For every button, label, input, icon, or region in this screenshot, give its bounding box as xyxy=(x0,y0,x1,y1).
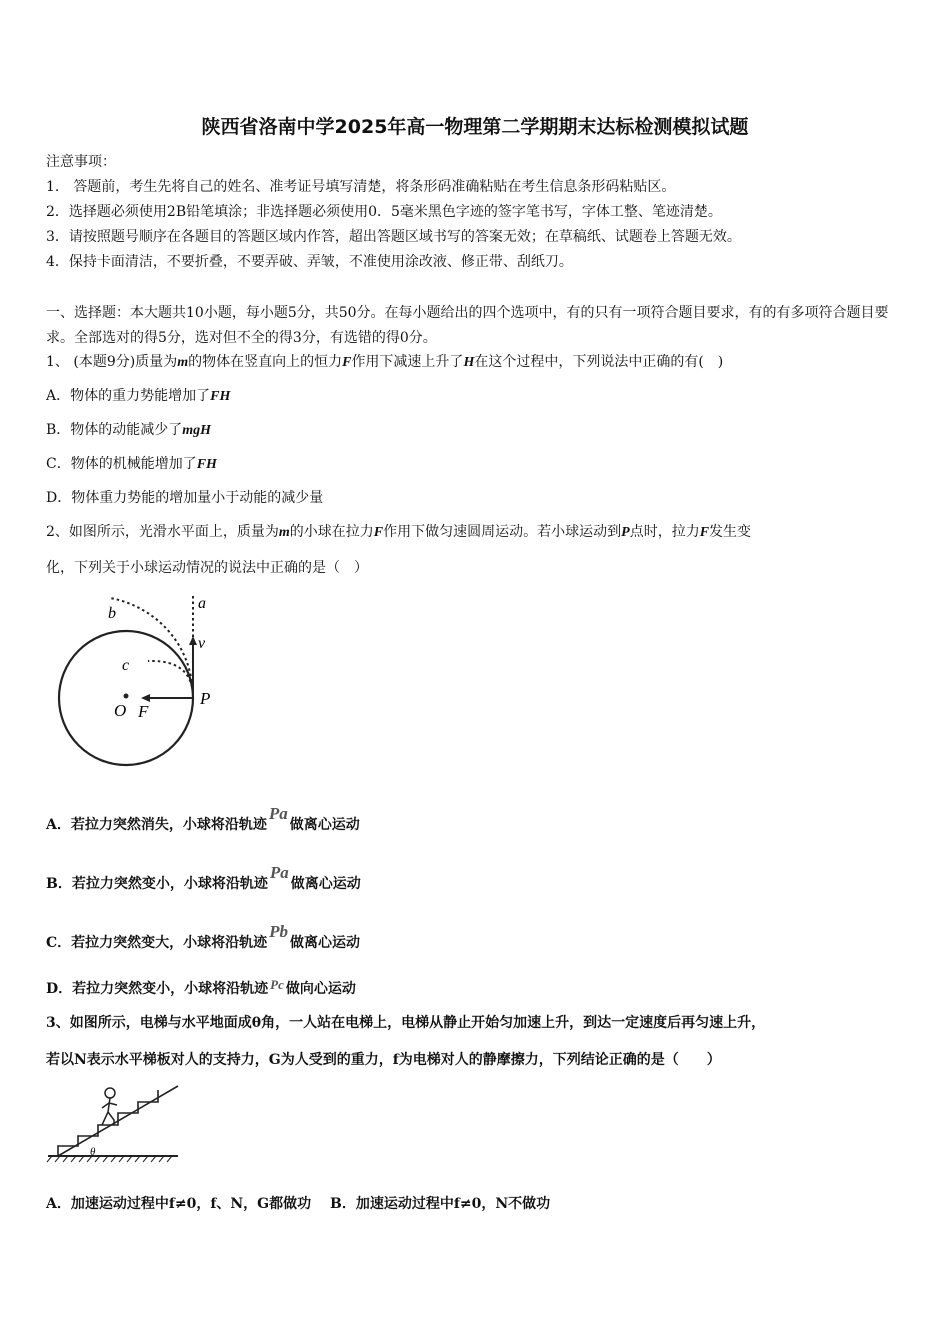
q2-option-b-path: Pa xyxy=(269,863,289,882)
force-arrowhead xyxy=(141,694,150,702)
q1-option-b[interactable] xyxy=(46,420,211,441)
q1-var-H: H xyxy=(463,355,475,370)
q2-option-a-text: A．若拉力突然消失，小球将沿轨迹 xyxy=(46,817,267,833)
q2-var-F2: F xyxy=(699,525,710,540)
q1-option-a-var: FH xyxy=(210,389,231,404)
q1-option-c[interactable] xyxy=(46,454,217,475)
q2-option-c[interactable] xyxy=(46,922,361,953)
q2-option-b-text: B．若拉力突然变小，小球将沿轨迹 xyxy=(46,876,268,892)
trajectory-b xyxy=(110,598,193,698)
q2-stem-a: 2、如图所示，光滑水平面上，质量为 xyxy=(46,524,279,540)
notice-item-4: 4．保持卡面清洁，不要折叠，不要弄破、弄皱，不准使用涂改液、修正带、刮纸刀。 xyxy=(46,254,573,270)
q2-stem-line1 xyxy=(46,522,751,543)
label-v: v xyxy=(198,635,206,652)
label-b: b xyxy=(108,605,116,622)
page-title: 陕西省洛南中学2025年高一物理第二学期期末达标检测模拟试题 xyxy=(201,116,749,138)
q1-option-c-text: C．物体的机械能增加了 xyxy=(46,456,197,472)
q2-stem-c: 作用下做匀速圆周运动。若小球运动到 xyxy=(383,524,622,540)
center-point xyxy=(124,694,129,699)
q1-option-a[interactable] xyxy=(46,386,230,407)
q2-option-c-text: C．若拉力突然变大，小球将沿轨迹 xyxy=(46,935,268,951)
q2-option-a-post: 做离心运动 xyxy=(289,817,360,833)
q1-stem-d: 在这个过程中，下列说法中正确的有( ) xyxy=(474,354,724,370)
q1-option-d[interactable] xyxy=(46,488,323,508)
q2-option-c-post: 做离心运动 xyxy=(290,935,361,951)
notice-item-3: 3．请按照题号顺序在各题目的答题区域内作答，超出答题区域书写的答案无效；在草稿纸、试题卷上答题无效。 xyxy=(46,229,741,245)
escalator-steps xyxy=(58,1090,158,1156)
label-O: O xyxy=(114,701,127,720)
q2-circle-figure xyxy=(44,588,244,770)
q2-stem-line2: 化，下列关于小球运动情况的说法中正确的是（ ） xyxy=(46,560,368,576)
label-theta: θ xyxy=(90,1146,96,1158)
q2-option-d[interactable] xyxy=(46,979,356,999)
person-body xyxy=(102,1098,117,1125)
label-c: c xyxy=(122,657,130,674)
person-head xyxy=(105,1088,115,1098)
q1-option-a-text: A．物体的重力势能增加了 xyxy=(46,388,211,404)
q2-option-b[interactable] xyxy=(46,863,361,894)
notice-item-2: 2．选择题必须使用2B铅笔填涂；非选择题必须使用0．5毫米黑色字迹的签字笔书写，字体工整、笔迹清楚。 xyxy=(46,204,722,220)
q1-stem xyxy=(46,352,723,373)
notice-item-1: 1. 答题前，考生先将自己的姓名、准考证号填写清楚，将条形码准确粘贴在考生信息条形码粘贴区。 xyxy=(46,179,676,195)
notice-heading: 注意事项： xyxy=(46,154,116,170)
q2-option-d-path: Pc xyxy=(270,977,284,992)
q1-var-F: F xyxy=(342,355,352,370)
section-intro: 一、选择题：本大题共10小题，每小题5分，共50分。在每小题给出的四个选项中，有的只有一项符合题目要求，有的有多项符合题目要求。全部选对的得5分，选对但不全的得3分，有选错的得0分。 xyxy=(46,305,889,346)
q2-option-a[interactable] xyxy=(46,804,360,835)
q1-option-d-text: D．物体重力势能的增加量小于动能的减少量 xyxy=(46,490,324,506)
q2-option-d-text: D．若拉力突然变小，小球将沿轨迹 xyxy=(46,981,269,997)
q2-option-a-path: Pa xyxy=(268,804,288,823)
q1-stem-c: 作用下减速上升了 xyxy=(351,354,464,370)
q3-options-line: A．加速运动过程中f≠0，f、N，G都做功 B．加速运动过程中f≠0，N不做功 xyxy=(46,1196,551,1212)
label-a: a xyxy=(198,595,206,612)
q2-var-F: F xyxy=(373,525,384,540)
q2-stem-d: 点时，拉力 xyxy=(629,524,700,540)
q2-var-P: P xyxy=(621,525,630,540)
label-P: P xyxy=(200,689,211,708)
q1-option-c-var: FH xyxy=(196,457,217,472)
q1-var-m: m xyxy=(177,355,189,370)
q1-stem-a: 1、 (本题9分)质量为 xyxy=(46,354,178,370)
label-F: F xyxy=(138,702,149,721)
q2-option-b-post: 做离心运动 xyxy=(290,876,361,892)
q2-var-m: m xyxy=(278,525,290,540)
q1-option-b-text: B．物体的动能减少了 xyxy=(46,422,183,438)
q1-option-b-var: mgH xyxy=(182,423,212,438)
q1-stem-b: 的物体在竖直向上的恒力 xyxy=(188,354,343,370)
q2-option-d-post: 做向心运动 xyxy=(285,981,356,997)
q2-stem-e: 发生变 xyxy=(709,524,752,540)
q3-stem-line2: 若以N表示水平梯板对人的支持力，G为人受到的重力，f为电梯对人的静摩擦力，下列结论正确的是（ ） xyxy=(46,1052,721,1068)
q2-stem-b: 的小球在拉力 xyxy=(289,524,374,540)
q3-stem-line1: 3、如图所示，电梯与水平地面成θ角，一人站在电梯上，电梯从静止开始匀加速上升，到达一定速度后再匀速上升， xyxy=(46,1015,766,1031)
q2-option-c-path: Pb xyxy=(269,922,289,941)
q3-escalator-figure xyxy=(44,1080,184,1164)
velocity-arrowhead xyxy=(189,636,197,645)
